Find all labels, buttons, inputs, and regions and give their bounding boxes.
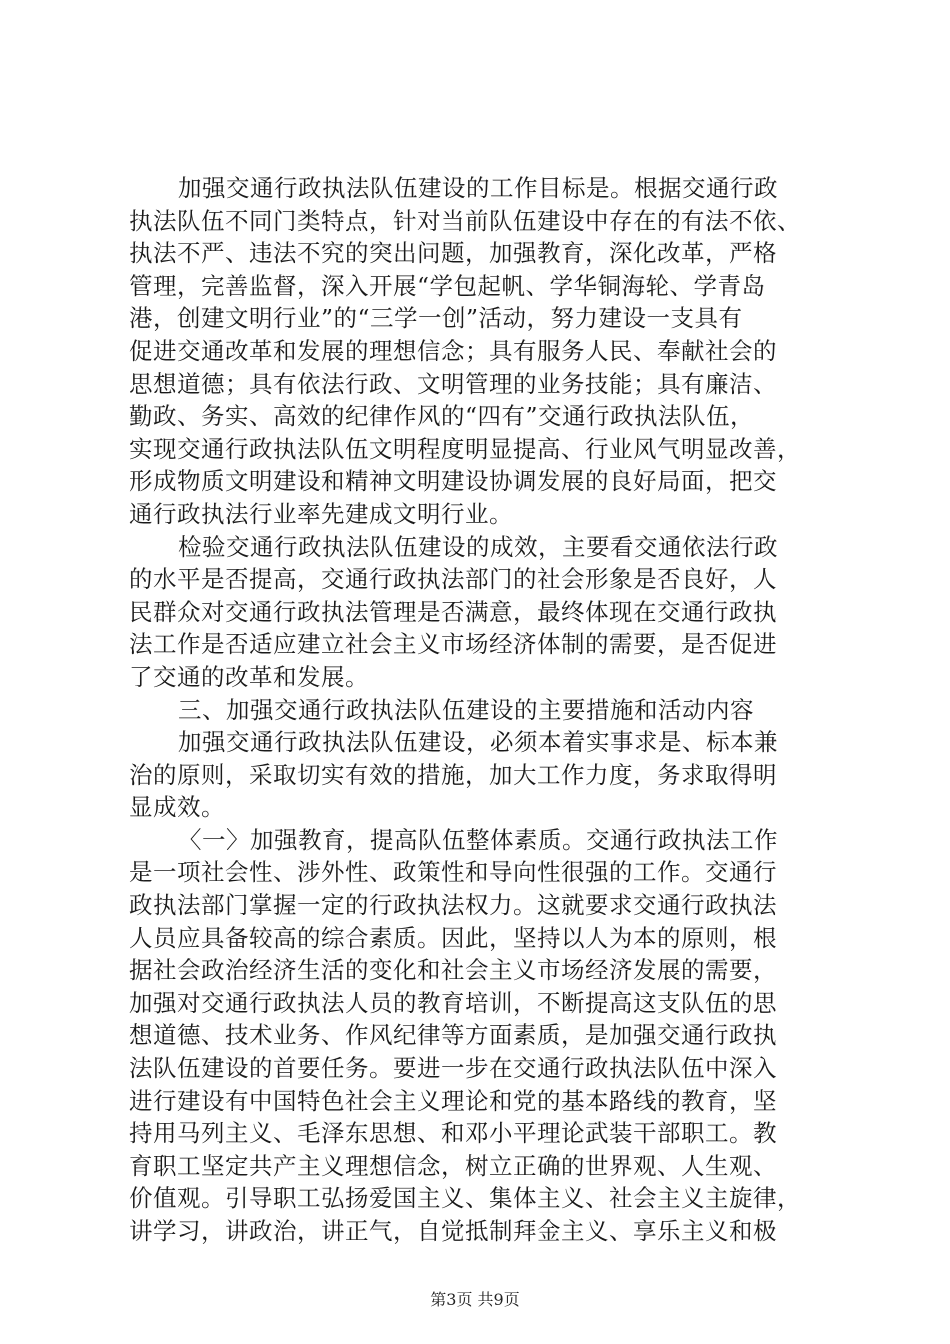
paragraph-line: 了交通的改革和发展。 [129,662,369,691]
paragraph-line: 实现交通行政执法队伍文明程度明显提高、行业风气明显改善， [129,434,801,463]
paragraph-line: 的水平是否提高，交通行政执法部门的社会形象是否良好，人 [129,565,777,594]
paragraph-first-line: 检验交通行政执法队伍建设的成效，主要看交通依法行政 [178,532,778,561]
paragraph-line: 法工作是否适应建立社会主义市场经济体制的需要，是否促进 [129,630,777,659]
paragraph-line: 法队伍建设的首要任务。要进一步在交通行政执法队伍中深入 [129,1054,777,1083]
paragraph-line: 进行建设有中国特色社会主义理论和党的基本路线的教育，坚 [129,1086,777,1115]
paragraph-line: 讲学习，讲政治，讲正气，自觉抵制拜金主义、享乐主义和极 [129,1217,777,1245]
paragraph-first-line: 〈一〉加强教育，提高队伍整体素质。交通行政执法工作 [178,825,778,854]
paragraph-line: 勤政、务实、高效的纪律作风的“四有”交通行政执法队伍， [129,402,755,431]
paragraph-first-line: 三、加强交通行政执法队伍建设的主要措施和活动内容 [178,695,754,724]
paragraph-line: 加强对交通行政执法人员的教育培训，不断提高这支队伍的思 [129,988,777,1017]
paragraph-line: 据社会政治经济生活的变化和社会主义市场经济发展的需要， [129,956,777,985]
paragraph-line: 价值观。引导职工弘扬爱国主义、集体主义、社会主义主旋律， [129,1184,801,1213]
paragraph-line: 执法队伍不同门类特点，针对当前队伍建设中存在的有法不依、 [129,206,801,235]
paragraph-line: 政执法部门掌握一定的行政执法权力。这就要求交通行政执法 [129,891,777,920]
paragraph-line: 人员应具备较高的综合素质。因此，坚持以人为本的原则，根 [129,923,777,952]
paragraph-line: 港，创建文明行业”的“三学一创”活动，努力建设一支具有 [129,304,743,333]
paragraph-first-line: 加强交通行政执法队伍建设，必须本着实事求是、标本兼 [178,728,778,757]
paragraph-line: 形成物质文明建设和精神文明建设协调发展的良好局面，把交 [129,467,777,496]
paragraph-line: 持用马列主义、毛泽东思想、和邓小平理论武装干部职工。教 [129,1119,777,1148]
paragraph-line: 通行政执法行业率先建成文明行业。 [129,499,513,528]
paragraph-line: 民群众对交通行政执法管理是否满意，最终体现在交通行政执 [129,597,777,626]
paragraph-line: 执法不严、违法不究的突出问题，加强教育，深化改革，严格 [129,239,777,268]
page-footer: 第3页 共9页 [430,1290,520,1309]
paragraph-line: 育职工坚定共产主义理想信念，树立正确的世界观、人生观、 [129,1151,777,1180]
paragraph-first-line: 加强交通行政执法队伍建设的工作目标是。根据交通行政 [178,174,778,202]
paragraph-line: 想道德、技术业务、作风纪律等方面素质，是加强交通行政执 [129,1021,777,1050]
paragraph-line: 是一项社会性、涉外性、政策性和导向性很强的工作。交通行 [129,858,777,887]
paragraph-line: 治的原则，采取切实有效的措施，加大工作力度，务求取得明 [129,760,777,789]
paragraph-line: 管理，完善监督，深入开展“学包起帆、学华铜海轮、学青岛 [129,271,766,300]
paragraph-line: 促进交通改革和发展的理想信念；具有服务人民、奉献社会的 [129,336,777,365]
document-body [129,172,829,1248]
paragraph-line: 思想道德；具有依法行政、文明管理的业务技能；具有廉洁、 [129,369,777,398]
paragraph-line: 显成效。 [129,793,225,822]
